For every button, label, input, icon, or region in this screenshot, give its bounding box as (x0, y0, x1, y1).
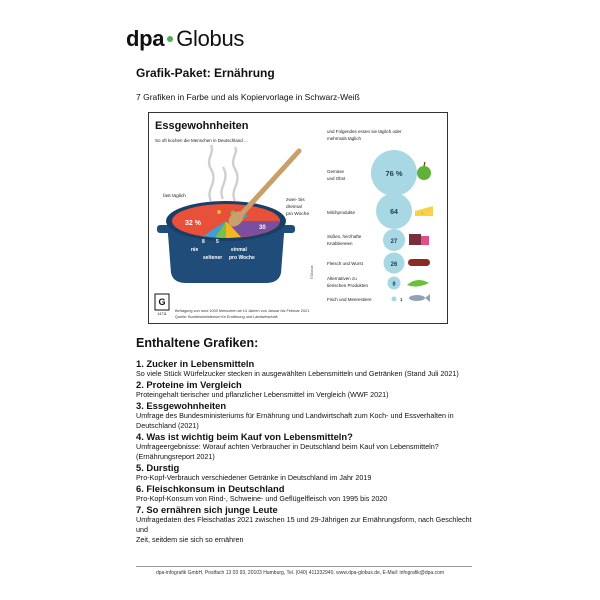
cheese-icon (415, 206, 433, 216)
value-daily: 32 % (185, 220, 201, 227)
footer-contact: dpa-infografik GmbH, Postfach 13 03 93, 20103 Hamburg, Tel. (040) 411332940, www.dpa-globus.de, E-Mail: infografik@dpa.com (155, 570, 445, 576)
list-item (136, 379, 476, 400)
label-rarely: seltener (203, 255, 223, 261)
svg-text:1: 1 (400, 297, 403, 302)
svg-text:64: 64 (390, 209, 398, 216)
list-item-title: 4. Was ist wichtig beim Kauf von Lebensmitteln? (136, 431, 353, 442)
sausage-icon (408, 259, 430, 266)
list-item-desc: Umfragedaten des Fleischatlas 2021 zwischen 15 und 29-Jährigen zur Ernährungsform, nach Geschlecht und (136, 515, 472, 534)
list-item-title: 7. So ernähren sich junge Leute (136, 504, 278, 515)
svg-text:27: 27 (390, 239, 398, 245)
label-weekly-1: zwei- bis (286, 198, 305, 203)
list-item-desc: Pro-Kopf-Verbrauch verschiedener Getränke in Deutschland im Jahr 2019 (136, 473, 372, 482)
list-item-desc: Umfrage des Bundesministeriums für Ernährung und Landwirtschaft zum Koch- und Essverhalten in (136, 411, 454, 420)
svg-text:und Obst: und Obst (327, 176, 346, 181)
svg-text:Knabbereien: Knabbereien (327, 241, 353, 246)
list-item-desc: Proteingehalt tierischer und pflanzlicher Lebensmittel im Vergleich (WWF 2021) (136, 390, 389, 399)
value-never: 8 (202, 239, 205, 245)
svg-text:Süßes, herzhafte: Süßes, herzhafte (327, 234, 362, 239)
svg-text:Fleisch und Wurst: Fleisch und Wurst (327, 261, 363, 266)
list-item-desc-continued: Deutschland (2021) (136, 421, 199, 430)
section-heading: Enthaltene Grafiken: (136, 336, 259, 350)
list-item-desc: Pro-Kopf-Konsum von Rind-, Schweine- und Geflügelfleisch von 1995 bis 2020 (136, 494, 388, 503)
infographic-right-subtitle-2: mehrmals täglich (327, 136, 362, 141)
svg-text:8: 8 (392, 281, 396, 288)
list-item-desc: So viele Stück Würfelzucker stecken in ausgewählten Lebensmitteln und Getränken (Stand Juli 2021) (136, 369, 459, 378)
bubble-row-dairy (327, 193, 433, 229)
bubble-row-snacks (327, 229, 429, 251)
infographic-title: Essgewohnheiten (155, 120, 249, 132)
steam-icon (209, 145, 238, 201)
logo-dpa-text: dpa (126, 26, 165, 51)
graphics-list (136, 358, 476, 545)
label-once-2: pro Woche (229, 255, 255, 261)
svg-text:14711: 14711 (157, 312, 167, 316)
svg-text:Fisch und Meerestiere: Fisch und Meerestiere (327, 297, 372, 302)
candy-icon (409, 234, 429, 245)
svg-text:Gemüse: Gemüse (327, 169, 345, 174)
value-weekly: 30 (259, 225, 266, 231)
list-item (136, 400, 476, 431)
svg-text:Alternativen zu: Alternativen zu (327, 276, 357, 281)
infographic-right-subtitle-1: und Folgendes essen sie täglich oder (327, 129, 402, 134)
page-subtitle: 7 Grafiken in Farbe und als Kopiervorlage in Schwarz-Weiß (136, 92, 360, 102)
list-item-desc-continued: (Ernährungsreport 2021) (136, 452, 215, 461)
logo-globus-text: Globus (176, 26, 245, 51)
label-once-1: einmal (231, 247, 247, 253)
svg-text:76 %: 76 % (385, 169, 403, 178)
list-item (136, 431, 476, 462)
svg-text:Milchprodukte: Milchprodukte (327, 210, 356, 215)
list-item (136, 483, 476, 504)
svg-text:G: G (158, 297, 166, 307)
dpa-globus-logo (126, 26, 244, 52)
side-credit: ©Globus (310, 265, 314, 279)
svg-text:26: 26 (390, 262, 398, 268)
cooking-pot-icon (157, 201, 295, 283)
list-item-title: 1. Zucker in Lebensmitteln (136, 358, 255, 369)
list-item-title: 6. Fleischkonsum in Deutschland (136, 483, 285, 494)
source-line-2: Quelle: Bundesministerium für Ernährung und Landwirtschaft (175, 315, 278, 319)
list-item-desc-continued: Zeit, seitdem sie sich so ernähren (136, 535, 244, 544)
globus-g-logo (155, 294, 169, 316)
infographic-left-subtitle: So oft kochen die Menschen in Deutschland ... (155, 138, 248, 143)
source-line-1: Befragung von rund 1000 Menschen ab 14 Jahren von Januar bis Februar 2021 (175, 309, 310, 313)
list-item-title: 2. Proteine im Vergleich (136, 379, 242, 390)
list-item-desc: Umfrageergebnisse: Worauf achten Verbraucher in Deutschland beim Kauf von Lebensmitteln? (136, 442, 439, 451)
logo-dot (167, 36, 173, 42)
veggie-icon (407, 280, 429, 287)
list-item (136, 504, 476, 545)
list-item (136, 462, 476, 483)
list-item-title: 5. Durstig (136, 462, 180, 473)
bubble-row-meat (327, 253, 430, 274)
svg-text:tierischen Produkten: tierischen Produkten (327, 283, 369, 288)
label-daily: fast täglich (163, 194, 186, 199)
bubble-row-fish (327, 294, 430, 302)
value-rarely: 5 (216, 239, 219, 245)
page-title: Grafik-Paket: Ernährung (136, 66, 275, 80)
list-item-title: 3. Essgewohnheiten (136, 400, 227, 411)
bubble-row-alternatives (327, 276, 429, 290)
infographic-essgewohnheiten (148, 112, 448, 324)
label-never: nie (191, 247, 199, 253)
fish-icon (409, 294, 430, 302)
label-weekly-2: dreimal (286, 205, 302, 210)
bubble-row-vegetables (327, 150, 431, 196)
apple-icon (417, 162, 431, 180)
list-item (136, 358, 476, 379)
footer-divider (136, 566, 472, 567)
label-weekly-3: pro Woche (286, 212, 310, 217)
